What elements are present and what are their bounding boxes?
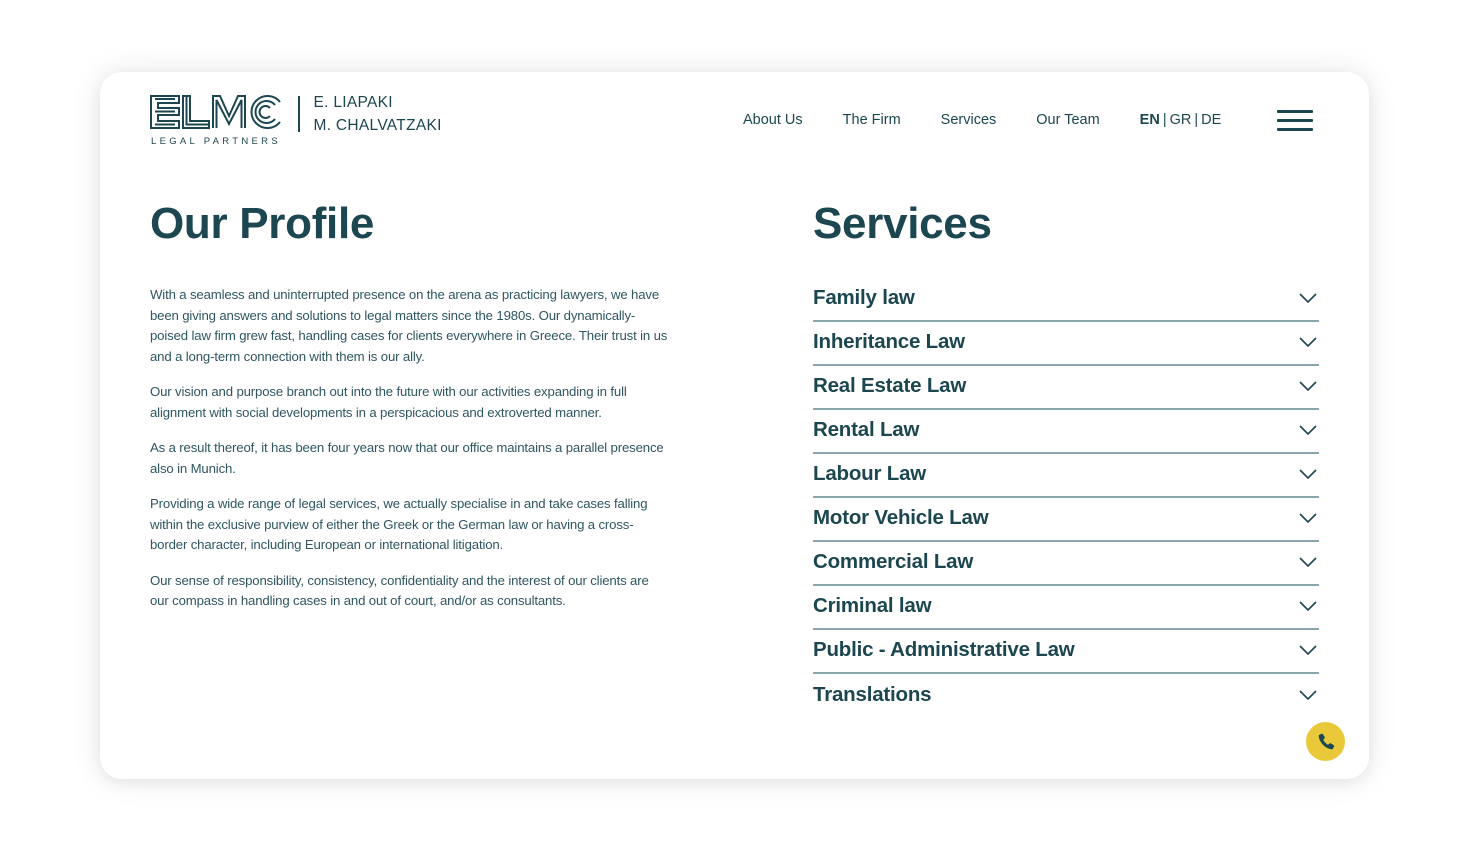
service-item-motor-vehicle-law[interactable] [813,498,1319,542]
profile-paragraph: Our sense of responsibility, consistency, confidentiality and the interest of our clients are our compass in handling cases in and out of court, and/or as consultants. [150,572,649,608]
hamburger-icon [1277,128,1313,131]
profile-paragraph: Our vision and purpose branch out into the future with our activities expanding in full alignment with social developments in a perspicacious and extroverted manner. [150,384,627,420]
profile-paragraph: As a result thereof, it has been four years now that our office maintains a parallel presence also in Munich. [150,440,664,476]
service-label: Public - Administrative Law [813,638,1075,661]
profile-body [150,285,670,612]
service-label: Rental Law [813,418,920,441]
service-item-inheritance-law[interactable] [813,322,1319,366]
chevron-down-icon [1299,293,1317,303]
services-section [813,198,1319,718]
hamburger-menu-button[interactable] [1277,110,1313,132]
lang-en[interactable]: EN [1139,112,1160,128]
main-nav [743,112,1221,128]
lang-separator: | [1194,112,1199,128]
services-accordion [813,278,1319,718]
services-title: Services [813,199,992,248]
profile-paragraph: Providing a wide range of legal services, we actually specialise in and take cases falling within the exclusive purview of either the Greek or the German law or having a cross-border character, including European or international litigation. [150,496,648,552]
partner-name: E. LIAPAKI [313,94,393,111]
service-item-family-law[interactable] [813,278,1319,322]
lang-gr[interactable]: GR [1169,112,1192,128]
chevron-down-icon [1299,337,1317,347]
service-label: Labour Law [813,462,927,485]
service-item-commercial-law[interactable] [813,542,1319,586]
phone-icon [1316,732,1336,752]
profile-section [150,198,670,627]
partner-name: M. CHALVATZAKI [313,117,442,134]
service-item-criminal-law[interactable] [813,586,1319,630]
chevron-down-icon [1299,690,1317,700]
hamburger-icon [1277,110,1313,113]
logo-divider [298,96,300,132]
chevron-down-icon [1299,645,1317,655]
hamburger-icon [1277,119,1313,122]
service-item-labour-law[interactable] [813,454,1319,498]
service-item-real-estate-law[interactable] [813,366,1319,410]
chevron-down-icon [1299,557,1317,567]
nav-about-us[interactable]: About Us [743,112,803,128]
logo-mark [150,94,282,147]
service-label: Criminal law [813,594,932,617]
nav-our-team[interactable]: Our Team [1036,112,1100,128]
service-label: Family law [813,286,915,309]
profile-title: Our Profile [150,199,375,248]
service-label: Translations [813,683,932,706]
page-card [100,72,1369,779]
service-label: Commercial Law [813,550,974,573]
logo-tagline: LEGAL PARTNERS [151,136,281,147]
call-button[interactable] [1306,722,1345,761]
language-switcher [1140,112,1222,128]
service-label: Real Estate Law [813,374,967,397]
service-label: Inheritance Law [813,330,965,353]
elmc-logo-icon [150,94,282,130]
profile-paragraph: With a seamless and uninterrupted presence on the arena as practicing lawyers, we have been giving answers and solutions to legal matters since the 1980s. Our dynamically-poised law firm grew fast, handling cases for clients everywhere in Greece. Their trust in us and a long-term connection with them is our ally. [150,287,668,364]
nav-services[interactable]: Services [940,112,997,128]
service-item-public-administrative-law[interactable] [813,630,1319,674]
chevron-down-icon [1299,601,1317,611]
lang-separator: | [1162,112,1167,128]
chevron-down-icon [1299,513,1317,523]
chevron-down-icon [1299,425,1317,435]
chevron-down-icon [1299,469,1317,479]
lang-de[interactable]: DE [1201,112,1222,128]
logo[interactable] [150,94,442,147]
logo-partner-names [314,91,442,137]
service-item-translations[interactable] [813,674,1319,718]
nav-the-firm[interactable]: The Firm [842,112,901,128]
chevron-down-icon [1299,381,1317,391]
service-item-rental-law[interactable] [813,410,1319,454]
service-label: Motor Vehicle Law [813,506,989,529]
